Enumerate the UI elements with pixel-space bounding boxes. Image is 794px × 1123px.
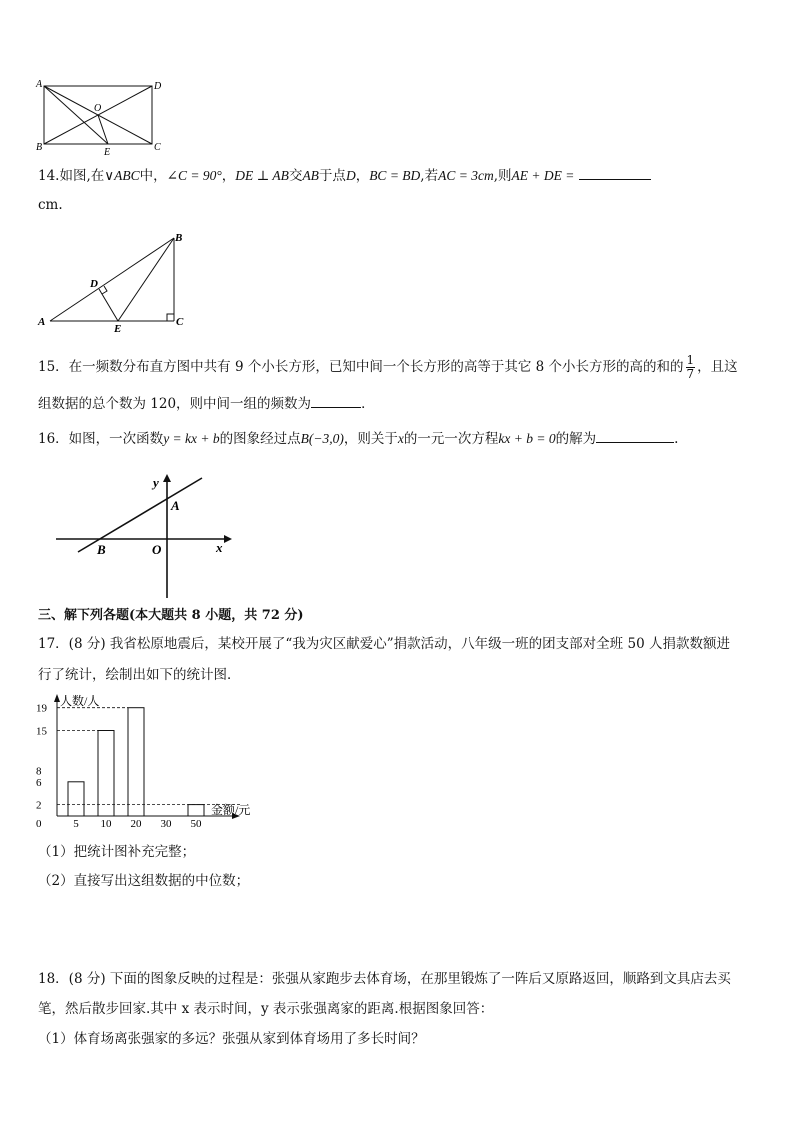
x-tick-label: 20 (130, 818, 142, 830)
section-3-heading: 三、解下列各题(本大题共 8 小题，共 72 分) (38, 608, 304, 623)
label-C: C (154, 142, 161, 153)
q17-sub1: （1）把统计图补充完整； (38, 844, 196, 860)
fraction-one-seventh: $\frac{1}{7}$ (686, 353, 695, 381)
bar (98, 731, 114, 817)
q15-answer-blank[interactable] (311, 395, 361, 408)
bar (128, 708, 144, 816)
q16-line1: 16．如图，一次函数y = kx + b的图象经过点B(−3,0)，则关于x的一元一次方程kx + b = 0的解为 . (38, 431, 679, 447)
label-B: B (175, 232, 183, 244)
q17-line2: 行了统计，绘制出如下的统计图． (38, 667, 241, 683)
donation-bar-chart (30, 688, 270, 838)
q18-line2: 笔，然后散步回家.其中 x 表示时间，y 表示张强离家的距离.根据图象回答： (38, 1001, 494, 1017)
label-E: E (114, 323, 122, 335)
figure-rectangle-abcd (30, 76, 170, 158)
y-tick-label: 19 (36, 702, 47, 715)
q14-answer-blank[interactable] (579, 167, 651, 180)
q16-answer-blank[interactable] (596, 430, 674, 443)
y-tick-label: 6 (36, 776, 42, 789)
figure-triangle-abc (34, 228, 194, 336)
label-A: A (36, 79, 43, 90)
q14-line1: 14.如图,在∨ABC中，∠C = 90°，DE ⊥ AB交AB于点D，BC = BD,若AC = 3cm,则AE + DE = (38, 167, 651, 185)
axis-label-x: x (216, 540, 223, 555)
bar (68, 782, 84, 816)
origin-label-O: O (152, 542, 162, 557)
point-label-B: B (97, 542, 106, 557)
label-C: C (176, 316, 184, 328)
label-D: D (154, 81, 162, 92)
label-O: O (94, 103, 102, 114)
label-B: B (36, 142, 43, 153)
x-tick-label: 10 (100, 818, 112, 830)
x-tick-label: 50 (190, 818, 202, 830)
axis-label-y: y (153, 475, 159, 490)
y-tick-label: 2 (36, 799, 42, 812)
x-tick-label: 30 (160, 818, 172, 830)
x-axis-title: 金额/元 (211, 803, 251, 817)
y-tick-label: 0 (36, 818, 42, 830)
bar (188, 805, 204, 816)
q18-line1: 18．(8 分) 下面的图象反映的过程是：张强从家跑步去体育场，在那里锻炼了一阵后又原路返回，顺路到文具店去买 (38, 971, 731, 987)
y-axis-title: 人数/人 (60, 694, 100, 708)
label-D: D (90, 278, 98, 290)
q17-line1: 17．(8 分) 我省松原地震后，某校开展了“我为灾区献爱心”捐款活动，八年级一班的团支部对全班 50 人捐款数额进 (38, 636, 730, 652)
q18-sub1: （1）体育场离张强家的多远？张强从家到体育场用了多长时间？ (38, 1031, 425, 1047)
q15-line2: 组数据的总个数为 120，则中间一组的频数为 ． (38, 396, 375, 412)
q14-line2: cm. (38, 197, 63, 213)
figure-linear-function (44, 470, 244, 602)
y-tick-label: 8 (36, 765, 42, 778)
label-A: A (38, 316, 46, 328)
y-tick-label: 15 (36, 725, 47, 738)
q15-line1: 15．在一频数分布直方图中共有 9 个小长方形，已知中间一个长方形的高等于其它 8 个小长方形的高的和的 $\frac{1}{7}$ ，且这 (38, 353, 738, 381)
label-E: E (104, 147, 111, 158)
x-tick-label: 5 (73, 818, 79, 830)
point-label-A: A (171, 498, 180, 513)
q17-sub2: （2）直接写出这组数据的中位数； (38, 873, 250, 889)
